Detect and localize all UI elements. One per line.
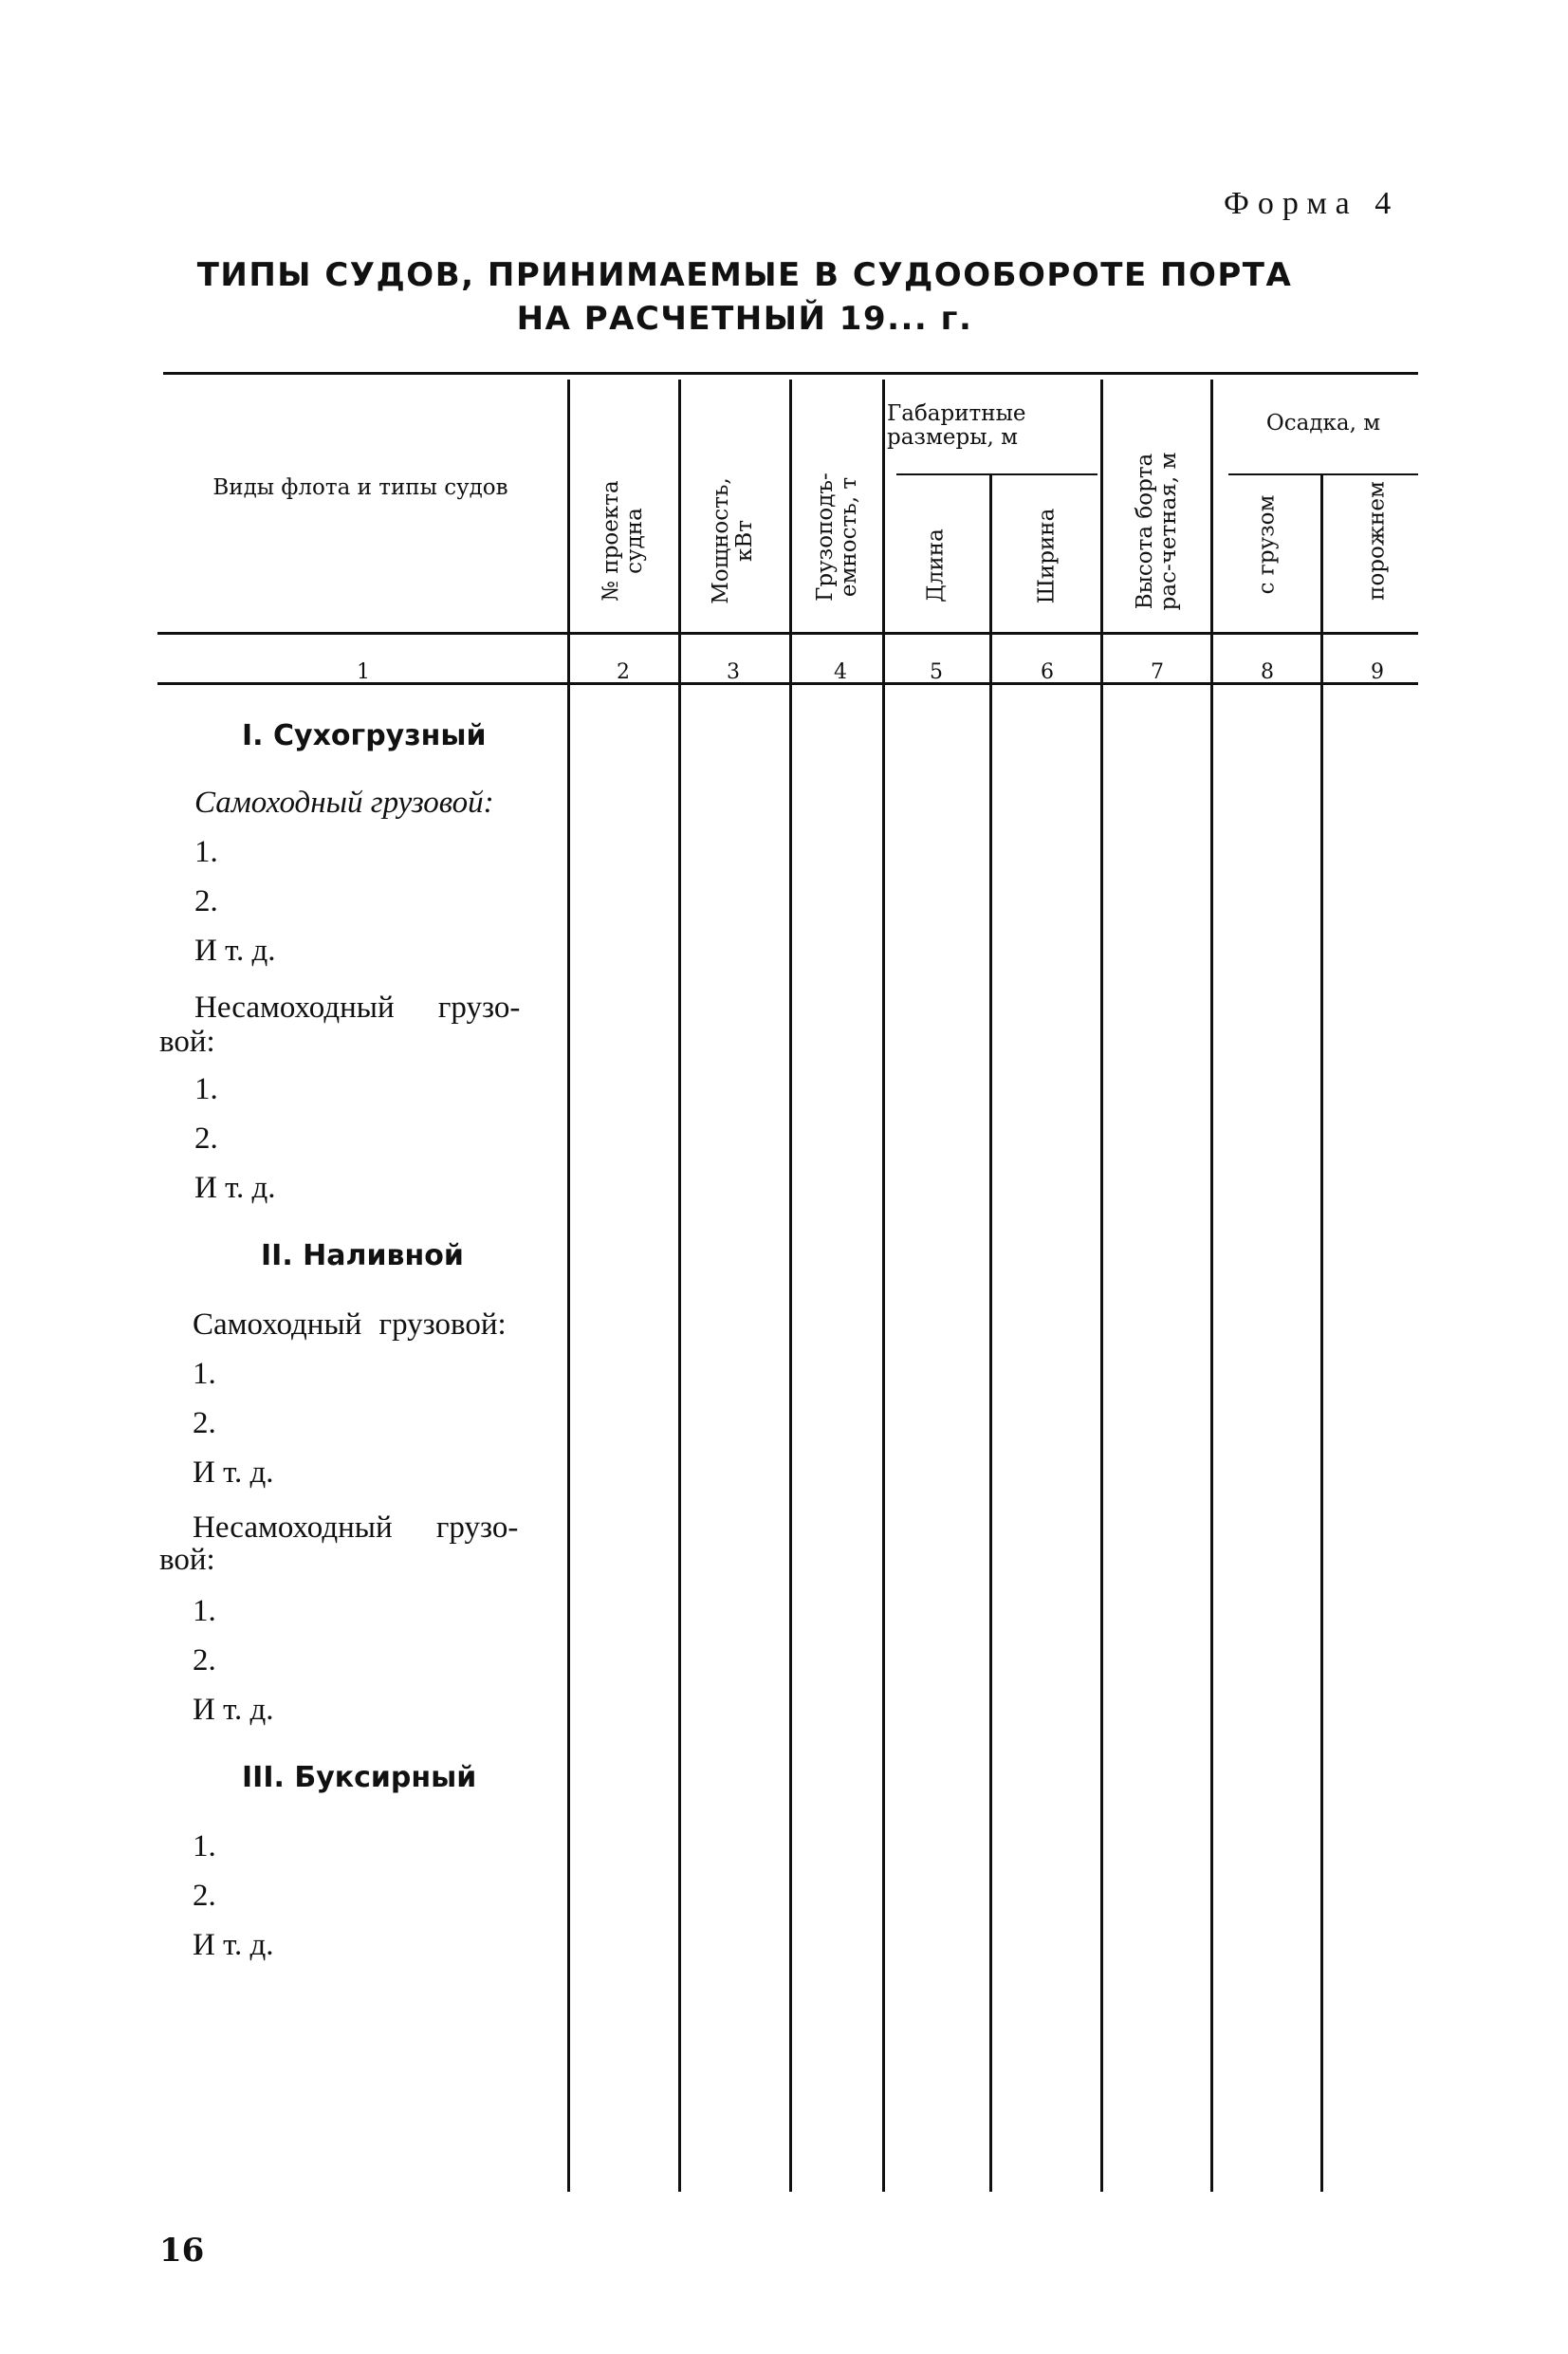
list-item: 1. [193, 1594, 216, 1628]
col-divider-8 [1320, 474, 1323, 2192]
header-length: Длина [923, 528, 949, 602]
page-title-line2: НА РАСЧЕТНЫЙ 19... г. [516, 300, 973, 338]
col-divider-5 [989, 474, 992, 2192]
list-item: 2. [193, 1879, 216, 1913]
page-number: 16 [159, 2232, 205, 2270]
list-item: Самоходный грузовой: [193, 1307, 507, 1342]
header-fleet-types: Виды флота и типы судов [212, 475, 508, 500]
col-divider-4 [882, 380, 885, 2192]
col-divider-7 [1210, 380, 1213, 2192]
list-item: И т. д. [194, 934, 276, 968]
group-draft-rule [1228, 473, 1418, 475]
list-item: 1. [193, 1829, 216, 1863]
list-item: 2. [194, 884, 218, 918]
group-dims-rule [896, 473, 1098, 475]
list-item: Несамоходный грузо- [194, 991, 521, 1025]
list-item: 2. [194, 1121, 218, 1156]
page-title-line1: ТИПЫ СУДОВ, ПРИНИМАЕМЫЕ В СУДООБОРОТЕ ПОРТА [196, 256, 1293, 294]
form-label: Форма 4 [1224, 186, 1400, 221]
list-item: вой: [159, 1543, 215, 1577]
col-divider-2 [678, 380, 681, 2192]
list-item: И т. д. [193, 1693, 274, 1727]
list-item: вой: [159, 1025, 215, 1059]
column-number: 6 [1041, 660, 1054, 684]
list-item: 1. [194, 835, 218, 869]
list-item: 1. [194, 1072, 218, 1106]
section-liquid: II. Наливной [261, 1239, 464, 1272]
list-item: 2. [193, 1643, 216, 1677]
header-capacity: Грузоподъ-емность, т [813, 473, 861, 602]
header-group-dimensions: Габаритные размеры, м [887, 401, 1026, 450]
header-board-height: Высота борта рас-четная, м [1133, 452, 1181, 611]
list-item: Несамоходный грузо- [193, 1511, 519, 1545]
table-top-rule [163, 372, 1418, 375]
list-item: 2. [193, 1406, 216, 1440]
list-item: И т. д. [194, 1171, 276, 1205]
header-project-number: № проекта судна [599, 480, 647, 602]
column-number: 5 [930, 660, 943, 684]
header-width: Ширина [1034, 508, 1060, 604]
column-number: 8 [1261, 660, 1274, 684]
header-bottom-rule [157, 632, 1418, 635]
col-divider-3 [789, 380, 792, 2192]
column-number: 3 [727, 660, 740, 684]
section-dry-cargo: I. Сухогрузный [242, 719, 487, 752]
list-item: 1. [193, 1357, 216, 1391]
header-power: Мощность, кВт [709, 477, 757, 604]
column-number: 4 [834, 660, 847, 684]
column-number: 1 [357, 660, 370, 684]
header-draft-empty: порожнем [1364, 481, 1390, 601]
header-draft-loaded: с грузом [1254, 494, 1280, 595]
header-group-draft: Осадка, м [1265, 411, 1381, 436]
column-number: 2 [617, 660, 630, 684]
col-divider-6 [1100, 380, 1103, 2192]
col-divider-1 [567, 380, 570, 2192]
list-item: Самоходный грузовой: [194, 786, 494, 820]
list-item: И т. д. [193, 1928, 274, 1962]
column-number: 7 [1151, 660, 1164, 684]
section-towing: III. Буксирный [242, 1761, 477, 1794]
list-item: И т. д. [193, 1455, 274, 1490]
column-number: 9 [1371, 660, 1384, 684]
